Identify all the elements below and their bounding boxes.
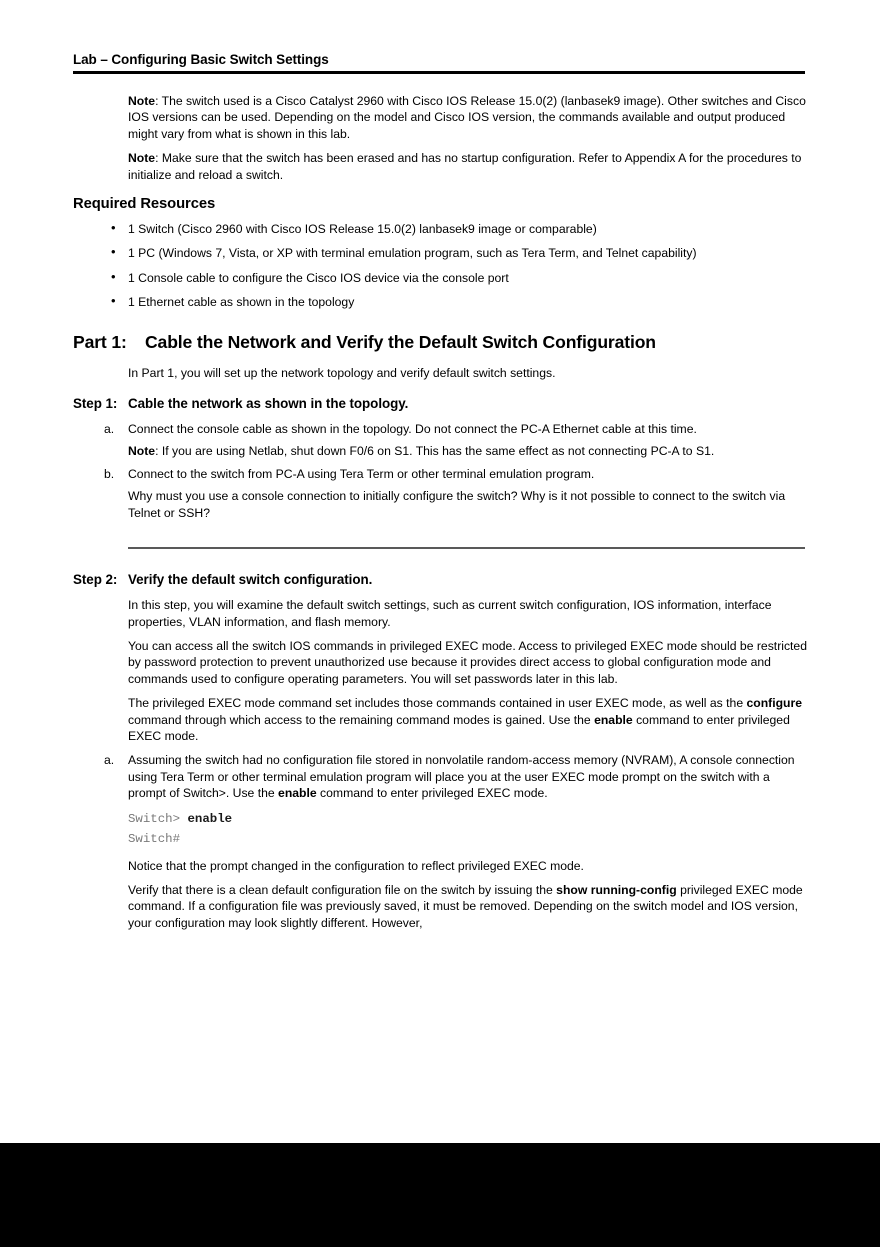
note-colon-2: :	[155, 151, 162, 166]
list-item	[111, 268, 808, 286]
step-1-item-b-text: Connect to the switch from PC-A using Tera Term or other terminal emulation program.	[128, 466, 595, 481]
enable-command-inline: enable	[278, 786, 317, 801]
step-2-item-a-text-2: command to enter privileged EXEC mode.	[316, 786, 548, 801]
step-2-item-a-text-1: Assuming the switch had no configuration file stored in nonvolatile random-access memory (NVRAM), A console connection using Tera Term or other terminal emulation program will place you at the user EXEC mode prompt on the switch with a prompt of Switch>. Use the	[128, 753, 795, 801]
show-running-config-command: show running-config	[556, 882, 677, 897]
step-2-p3-text-3: command to enter privileged EXEC mode.	[128, 712, 790, 743]
required-resources-list	[0, 221, 880, 311]
cli-prompt-2: Switch#	[128, 832, 181, 847]
note-label-2: Note	[128, 151, 156, 166]
list-item-label: 1 Console cable to configure the Cisco IOS device via the console port	[128, 270, 509, 285]
cli-line-2	[128, 829, 808, 850]
step-2-paragraph-1: In this step, you will examine the default switch settings, such as current switch configuration, IOS information, interface properties, VLAN information, and flash memory.	[128, 598, 772, 629]
note-label-1: Note	[128, 94, 156, 108]
list-item	[111, 220, 808, 237]
required-resources-heading: Required Resources	[73, 196, 216, 213]
cli-code-block	[128, 809, 808, 850]
part-1-heading	[73, 331, 840, 354]
cli-prompt-1: Switch>	[128, 811, 188, 826]
note-paragraph-2	[128, 150, 808, 183]
part-1-number: Part 1:	[73, 331, 127, 352]
step-1-item-a-marker: a.	[104, 422, 115, 437]
enable-command: enable	[594, 712, 633, 727]
list-item-label: 1 Switch (Cisco 2960 with Cisco IOS Release 15.0(2) lanbasek9 image or comparable)	[128, 222, 597, 237]
step-1-item-a-text: Connect the console cable as shown in the topology. Do not connect the PC-A Ethernet cable at this time.	[128, 422, 697, 437]
bottom-black-band	[0, 1143, 880, 1247]
step-2-item-a-marker: a.	[104, 753, 115, 768]
note-paragraph-1	[128, 93, 808, 142]
document-body	[0, 93, 880, 939]
step-2-item-a	[104, 752, 808, 801]
note-colon-1: :	[155, 94, 162, 108]
bullet-icon: •	[111, 220, 116, 236]
note-text-1: The switch used is a Cisco Catalyst 2960 with Cisco IOS Release 15.0(2) (lanbasek9 image). Other switches and Cisco IOS versions can be used. Depending on the model and Cisco IOS version, the commands available and output produced might vary from what is shown in this lab.	[128, 94, 806, 141]
bullet-icon: •	[111, 268, 116, 284]
list-item	[111, 244, 808, 261]
step-1-title: Cable the network as shown in the topology.	[128, 396, 409, 412]
cli-line-1	[128, 809, 808, 830]
step-1-item-b	[104, 466, 808, 482]
step-1-number: Step 1:	[73, 396, 118, 412]
step-2-p5-text-2: privileged EXEC mode command. If a configuration file was previously saved, it must be removed. Depending on the switch model and IOS version, your configuration may look slightly different. However,	[128, 882, 803, 930]
configure-command: configure	[746, 696, 803, 711]
list-item-label: 1 Ethernet cable as shown in the topology	[128, 295, 355, 310]
step-1-item-a-note	[128, 443, 808, 459]
answer-line	[128, 547, 805, 549]
part-1-title: Cable the Network and Verify the Default Switch Configuration	[145, 331, 656, 352]
step-1-note-label: Note	[128, 444, 156, 459]
step-2-number: Step 2:	[73, 572, 118, 588]
step-1-heading	[73, 395, 808, 413]
header-divider	[73, 71, 805, 74]
step-2-paragraph-5	[128, 882, 808, 931]
step-1-item-a	[104, 421, 808, 437]
step-2-paragraph-4: Notice that the prompt changed in the configuration to reflect privileged EXEC mode.	[128, 858, 584, 873]
step-1-item-b-marker: b.	[104, 466, 115, 481]
bullet-icon: •	[111, 244, 116, 260]
list-item	[111, 293, 808, 310]
page-header	[73, 51, 805, 74]
note-text-2: Make sure that the switch has been erased and has no startup configuration. Refer to Appendix A for the procedures to initialize and reload a switch.	[128, 151, 802, 182]
step-1-question: Why must you use a console connection to initially configure the switch? Why is it not possible to connect to the switch via Telnet or SSH?	[128, 489, 786, 520]
step-2-p3-text-1: The privileged EXEC mode command set includes those commands contained in user EXEC mode, as well as the	[128, 696, 747, 711]
step-2-paragraph-2: You can access all the switch IOS commands in privileged EXEC mode. Access to privileged EXEC mode should be restricted by password protection to prevent unauthorized use because it provides direct access to global configuration mode and commands used to configure operating parameters. You will set passwords later in this lab.	[128, 638, 807, 686]
step-2-p5-text-1: Verify that there is a clean default configuration file on the switch by issuing the	[128, 882, 557, 897]
part-1-intro: In Part 1, you will set up the network topology and verify default switch settings.	[128, 365, 556, 380]
bullet-icon: •	[111, 293, 116, 309]
step-1-note-text: If you are using Netlab, shut down F0/6 on S1. This has the same effect as not connecting PC-A to S1.	[161, 444, 715, 459]
cli-command-1: enable	[187, 811, 233, 826]
step-1-note-colon: :	[155, 444, 162, 459]
step-2-paragraph-3	[128, 695, 808, 744]
page-title: Lab – Configuring Basic Switch Settings	[73, 52, 329, 67]
step-2-heading	[73, 571, 808, 589]
step-2-p3-text-2: command through which access to the remaining command modes is gained. Use the	[128, 712, 595, 727]
step-2-title: Verify the default switch configuration.	[128, 572, 373, 588]
list-item-label: 1 PC (Windows 7, Vista, or XP with terminal emulation program, such as Tera Term, and Telnet capability)	[128, 246, 697, 261]
